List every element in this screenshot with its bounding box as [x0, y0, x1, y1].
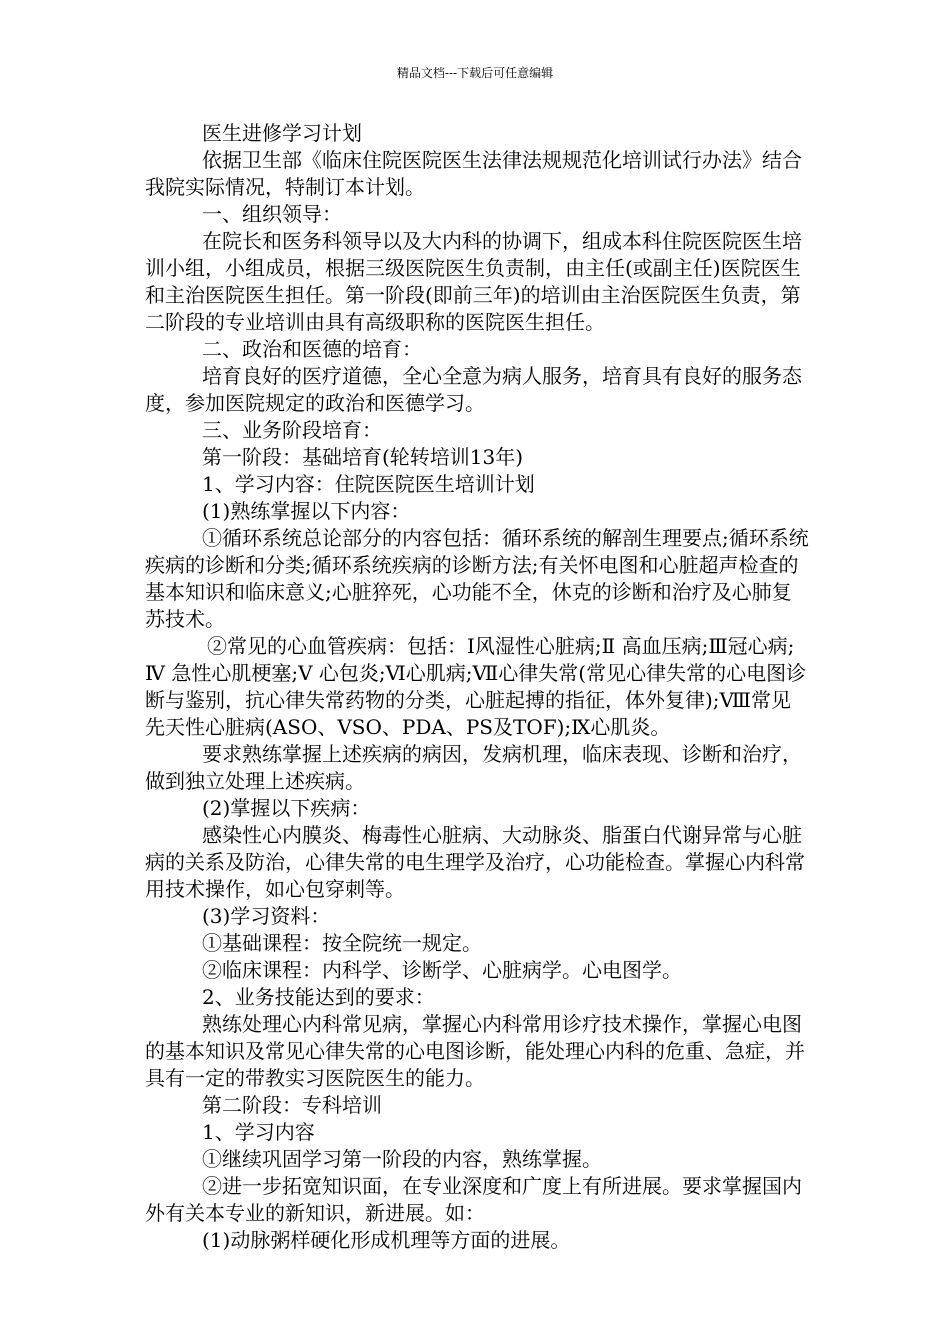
list-heading: (2)掌握以下疾病：	[202, 796, 371, 820]
section-heading: 一、组织领导：	[202, 202, 342, 226]
page-header: 精品文档---下载后可任意编辑	[396, 66, 554, 80]
subsection-heading: 1、学习内容：住院医院医生培训计划	[202, 472, 535, 496]
document-title: 医生进修学习计划	[202, 121, 362, 145]
subsection-heading: 第二阶段：专科培训	[202, 1093, 382, 1117]
paragraph: 感染性心内膜炎、梅毒性心脏病、大动脉炎、脂蛋白代谢异常与心脏病的关系及防治，心律失常的电生理学及治疗，心功能检查。掌握心内科常用技术操作，如心包穿刺等。	[145, 823, 805, 901]
list-item: ①基础课程：按全院统一规定。	[202, 931, 482, 955]
subsection-heading: 2、业务技能达到的要求：	[202, 985, 435, 1009]
paragraph: 熟练处理心内科常见病，掌握心内科常用诊疗技术操作，掌握心电图的基本知识及常见心律失常的心电图诊断，能处理心内科的危重、急症，并具有一定的带教实习医院医生的能力。	[145, 1012, 805, 1090]
paragraph: ①循环系统总论部分的内容包括：循环系统的解剖生理要点;循环系统疾病的诊断和分类;循环系统疾病的诊断方法;有关怀电图和心脏超声检查的基本知识和临床意义;心脏猝死，心功能不全，休克的诊断和治疗及心肺复苏技术。	[145, 526, 809, 631]
section-heading: 三、业务阶段培育：	[202, 418, 382, 442]
list-item: ②临床课程：内科学、诊断学、心脏病学。心电图学。	[202, 958, 682, 982]
paragraph: 在院长和医务科领导以及大内科的协调下，组成本科住院医院医生培训小组，小组成员，根据三级医院医生负责制，由主任(或副主任)医院医生和主治医院医生担任。第一阶段(即前三年)的培训由主治医院医生负责，第二阶段的专业培训由具有高级职称的医院医生担任。	[145, 229, 802, 334]
paragraph: 培育良好的医疗道德，全心全意为病人服务，培育具有良好的服务态度，参加医院规定的政治和医德学习。	[145, 364, 802, 415]
list-heading: (1)熟练掌握以下内容：	[202, 499, 411, 523]
subsection-heading: 第一阶段：基础培育(轮转培训13年)	[202, 445, 524, 469]
section-heading: 二、政治和医德的培育：	[202, 337, 422, 361]
document-body	[145, 120, 810, 1254]
subsection-heading: 1、学习内容	[202, 1120, 315, 1144]
list-item: (1)动脉粥样硬化形成机理等方面的进展。	[202, 1228, 571, 1252]
list-item: ②进一步拓宽知识面，在专业深度和广度上有所进展。要求掌握国内外有关本专业的新知识，新进展。如：	[145, 1174, 802, 1225]
list-heading: (3)学习资料：	[202, 904, 331, 928]
list-item: ①继续巩固学习第一阶段的内容，熟练掌握。	[202, 1147, 602, 1171]
paragraph: 依据卫生部《临床住院医院医生法律法规规范化培训试行办法》结合我院实际情况，特制订本计划。	[145, 148, 802, 199]
paragraph: ②常见的心血管疾病：包括：Ⅰ风湿性心脏病;Ⅱ 高血压病;Ⅲ冠心病;Ⅳ 急性心肌梗塞;Ⅴ 心包炎;Ⅵ心肌病;Ⅶ心律失常(常见心律失常的心电图诊断与鉴别，抗心律失常药物的分类，心脏起搏的指征，体外复律);Ⅷ常见先天性心脏病(ASO、VSO、PDA、PS及TOF);Ⅸ心肌炎。	[145, 634, 807, 739]
paragraph: 要求熟练掌握上述疾病的病因，发病机理，临床表现、诊断和治疗，做到独立处理上述疾病。	[145, 742, 802, 793]
